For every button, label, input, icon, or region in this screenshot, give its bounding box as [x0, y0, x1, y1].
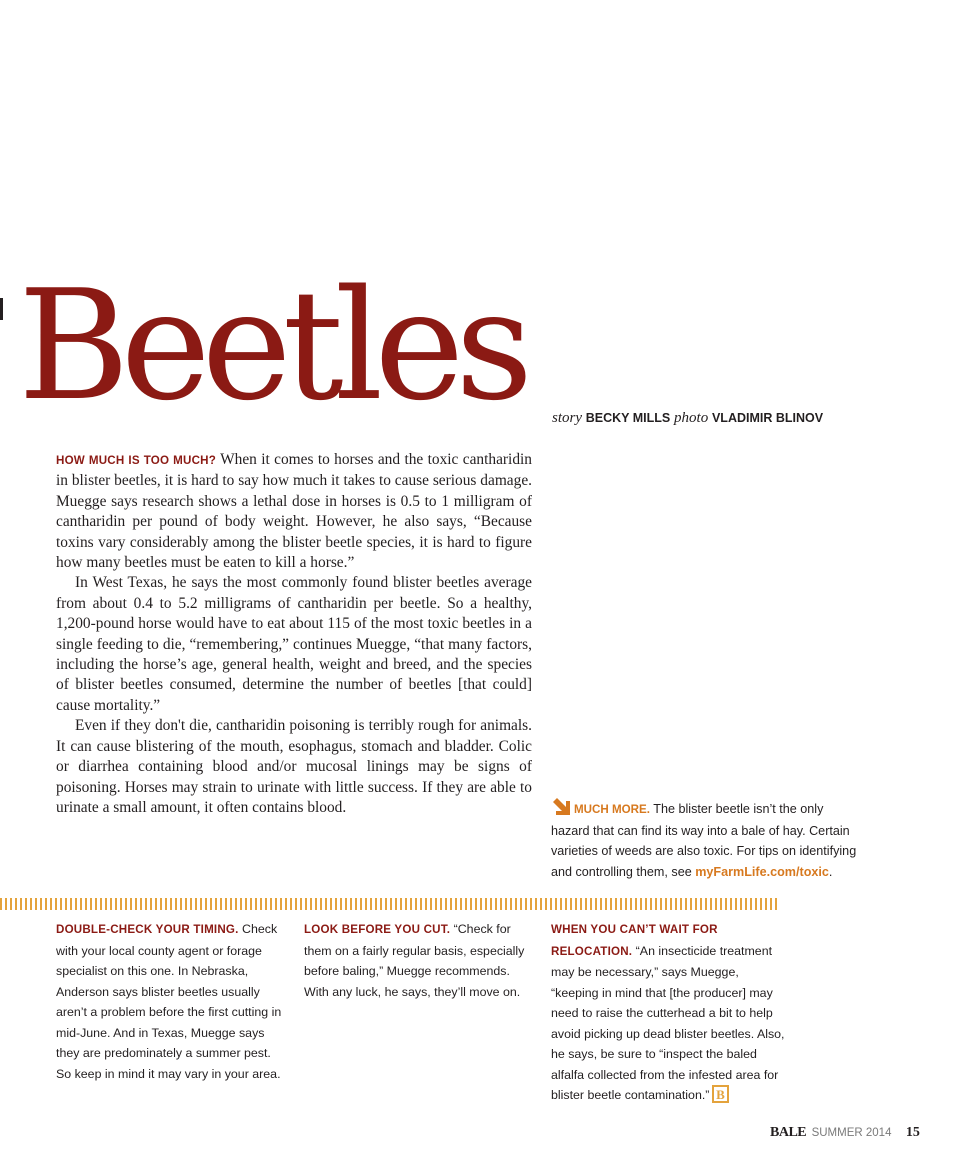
sidebar-note — [551, 796, 861, 882]
article-paragraph: Even if they don't die, cantharidin poisoning is terribly rough for animals. It can cause blistering of the mouth, esophagus, stomach and bladder. Colic or diarrhea containing blood and/or mucosal linings may be signs of poisoning. Horses may strain to urinate with little success. If they are able to urinate a small amount, it often contains blood. — [56, 717, 532, 816]
byline-photo-author: VLADIMIR BLINOV — [711, 411, 824, 425]
main-article — [56, 450, 532, 818]
arrow-down-right-icon — [551, 796, 572, 817]
sidenote-link[interactable]: myFarmLife.com/toxic — [695, 864, 829, 879]
tip-lead: DOUBLE-CHECK YOUR TIMING. — [56, 923, 239, 936]
tip-text: Check with your local county agent or forage specialist on this one. In Nebraska, Anderson says blister beetles usually aren’t a problem before the first cutting in mid-June. And in Texas, Muegge says they are predominately a summer pest. So keep in mind it may vary in your area. — [56, 922, 282, 1081]
headline: Beetles — [18, 257, 525, 434]
tip-text: “An insecticide treatment may be necessary,” says Muegge, “keeping in mind that [the producer] may need to raise the cutterhead a bit to help avoid picking up dead blister beetles. Also, he says, be sure to “inspect the baled alfalfa collected from the infested area for blister beetle contamination.” — [551, 943, 785, 1102]
tip-column — [56, 919, 288, 1084]
tip-column — [551, 919, 787, 1106]
folio — [770, 1123, 920, 1141]
dotted-divider — [0, 898, 780, 910]
end-mark-letter: B — [716, 1087, 726, 1102]
byline — [552, 410, 823, 427]
page-number: 15 — [905, 1125, 920, 1140]
tip-column — [304, 919, 530, 1002]
article-paragraph: In West Texas, he says the most commonly found blister beetles average from about 0.4 to 5.2 milligrams of cantharidin per beetle. So a healthy, 1,200-pound horse would have to eat about 115 of the most toxic beetles in a single feeding to die, “remembering,” continues Muegge, “that many factors, including the horse’s age, general health, weight and breed, and the species of blister beetles consumed, determine the number of beetles [that could] cause mortality.” — [56, 574, 532, 714]
edge-mark — [0, 298, 3, 320]
byline-story-author: BECKY MILLS — [585, 411, 671, 425]
tip-text: “Check for them on a fairly regular basis, especially before baling,” Muegge recommends. With any luck, he says, they’ll move on. — [304, 922, 525, 999]
paragraph-text: When it comes to horses and the toxic cantharidin in blister beetles, it is hard to say how much it takes to cause serious damage. Muegge says research shows a lethal dose in horses is 0.5 to 1 milligram of cantharidin per pound of body weight. However, he also says, “Because toxins vary considerably among the blister beetle species, it is hard to figure how many beetles must be eaten to kill a horse.” — [56, 451, 532, 572]
sidenote-lead: MUCH MORE. — [574, 803, 650, 816]
byline-photo-role: photo — [674, 410, 709, 426]
sidenote-text: The blister beetle isn’t the only hazard that can find its way into a bale of hay. Certain varieties of weeds are also toxic. For tips on identifying and controlling them, see — [551, 802, 857, 879]
issue-date: SUMMER 2014 — [811, 1127, 892, 1139]
magazine-name: BALE — [770, 1125, 807, 1140]
tip-lead: LOOK BEFORE YOU CUT. — [304, 923, 451, 936]
article-paragraph — [56, 450, 532, 573]
byline-story-role: story — [552, 410, 582, 426]
end-mark-b-icon — [712, 1085, 729, 1103]
tip-lead: WHEN YOU CAN’T WAIT FOR RELOCATION. — [551, 923, 718, 958]
sidenote-end: . — [828, 864, 833, 879]
article-lead: HOW MUCH IS TOO MUCH? — [56, 454, 216, 467]
